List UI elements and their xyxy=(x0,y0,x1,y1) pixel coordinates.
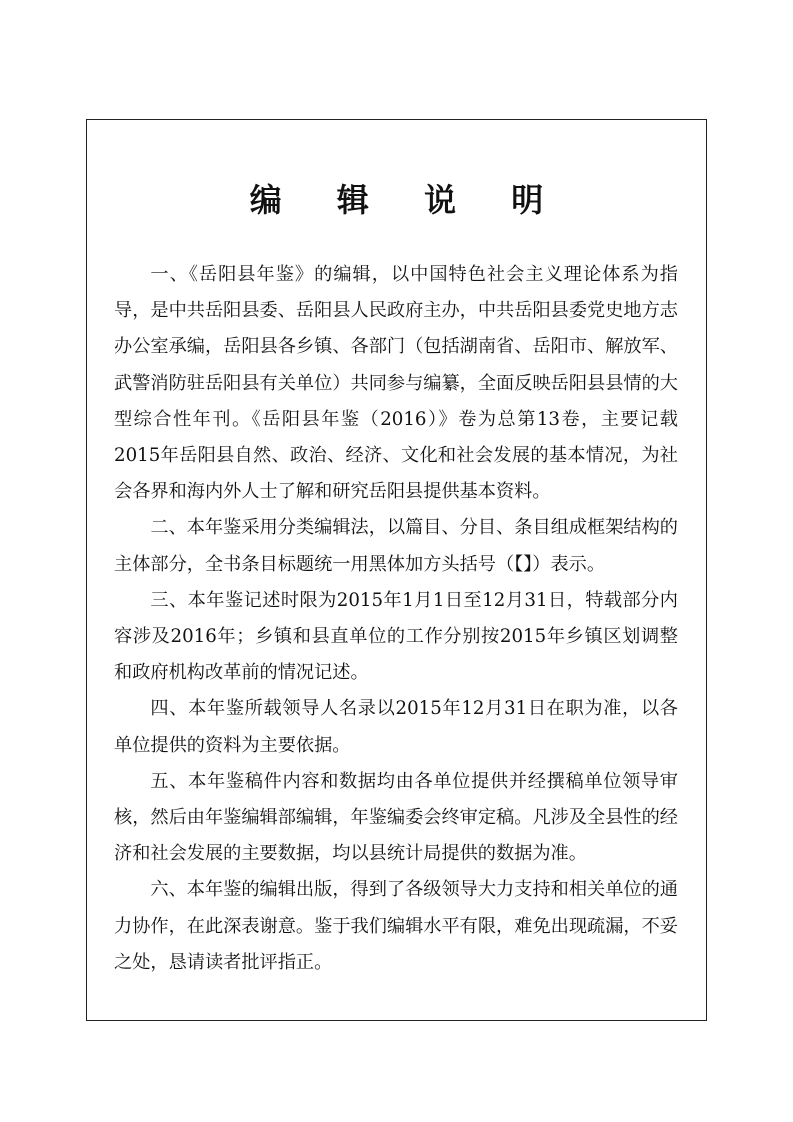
note-paragraph-2: 二、本年鉴采用分类编辑法，以篇目、分目、条目组成框架结构的主体部分，全书条目标题统一用黑体加方头括号（【】）表示。 xyxy=(114,517,678,575)
note-paragraph-5: 五、本年鉴稿件内容和数据均由各单位提供并经撰稿单位领导审核，然后由年鉴编辑部编辑，年鉴编委会终审定稿。凡涉及全县性的经济和社会发展的主要数据，均以县统计局提供的数据为准。 xyxy=(114,770,678,865)
note-paragraph-4: 四、本年鉴所载领导人名录以2015年12月31日在职为准，以各单位提供的资料为主要依据。 xyxy=(114,698,678,756)
note-paragraph-1: 一、《岳阳县年鉴》的编辑，以中国特色社会主义理论体系为指导，是中共岳阳县委、岳阳县人民政府主办，中共岳阳县委党史地方志办公室承编，岳阳县各乡镇、各部门（包括湖南省、岳阳市、解放军、武警消防驻岳阳县有关单位）共同参与编纂，全面反映岳阳县县情的大型综合性年刊。《岳阳县年鉴（2016）》卷为总第13卷，主要记载2015年岳阳县自然、政治、经济、文化和社会发展的基本情况，为社会各界和海内外人士了解和研究岳阳县提供基本资料。 xyxy=(114,264,678,503)
editorial-notes-body xyxy=(114,257,678,981)
page-title: 编 辑 说 明 xyxy=(249,181,566,219)
note-paragraph-3: 三、本年鉴记述时限为2015年1月1日至12月31日，特载部分内容涉及2016年；乡镇和县直单位的工作分别按2015年乡镇区划调整和政府机构改革前的情况记述。 xyxy=(114,589,678,684)
note-paragraph-6: 六、本年鉴的编辑出版，得到了各级领导大力支持和相关单位的通力协作，在此深表谢意。鉴于我们编辑水平有限，难免出现疏漏，不妥之处，恳请读者批评指正。 xyxy=(114,879,678,973)
